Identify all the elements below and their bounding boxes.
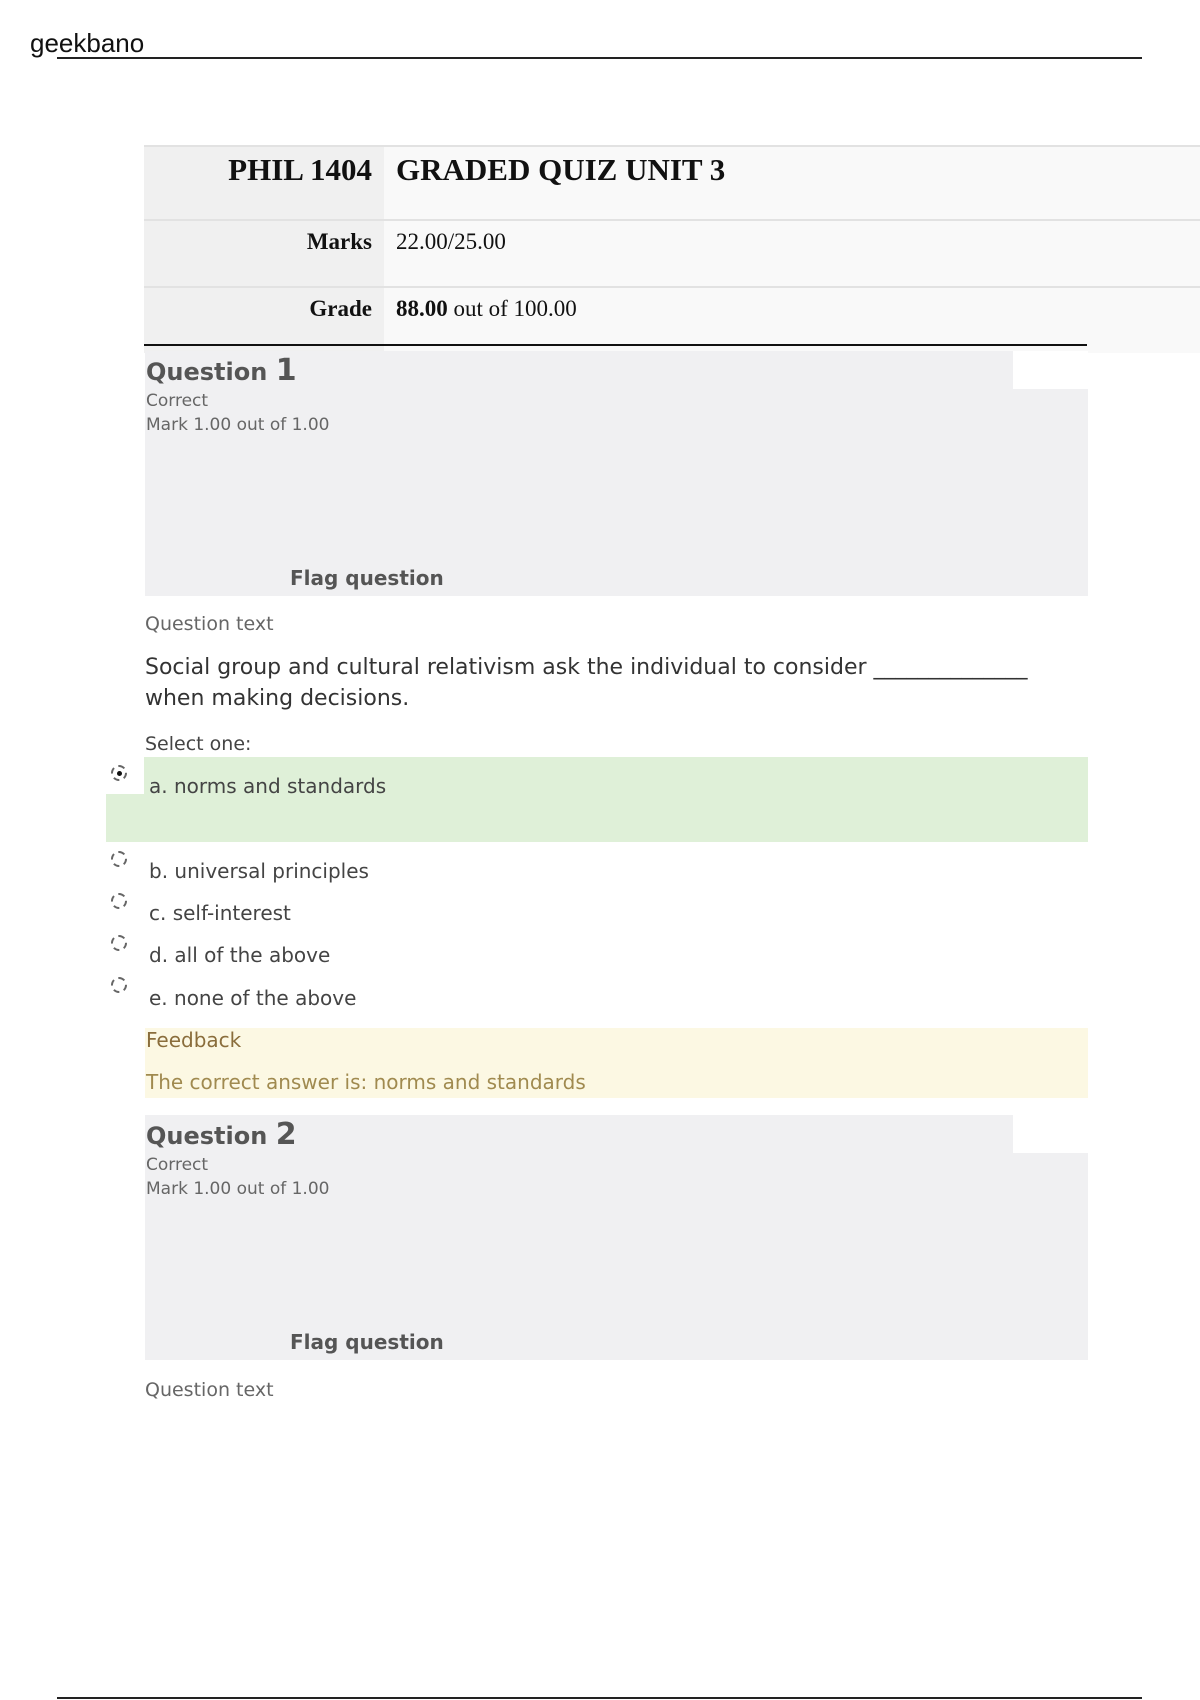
quiz-title: GRADED QUIZ UNIT 3: [384, 147, 1200, 219]
quiz-summary-table: [144, 145, 1200, 353]
flag-question-1-button[interactable]: Flag question: [290, 566, 444, 590]
question-2-heading: Question 2: [146, 1117, 297, 1152]
option-d-label[interactable]: d. all of the above: [149, 943, 331, 967]
summary-divider: [144, 344, 1087, 346]
option-a-radio[interactable]: [111, 765, 127, 781]
summary-title-row: [144, 145, 1200, 219]
option-e-label[interactable]: e. none of the above: [149, 986, 357, 1010]
question-1-info: [145, 351, 1088, 596]
question-1-feedback: [145, 1028, 1088, 1098]
question-2-number: 2: [275, 1117, 297, 1152]
header-divider: [57, 57, 1142, 59]
grade-suffix: out of 100.00: [447, 296, 577, 321]
summary-marks-row: [144, 219, 1200, 286]
grade-value: 88.00: [396, 296, 448, 321]
option-a-label[interactable]: a. norms and standards: [149, 774, 387, 798]
question-1-mark: Mark 1.00 out of 1.00: [146, 415, 330, 435]
footer-divider: [57, 1697, 1142, 1699]
marks-label: Marks: [144, 221, 384, 286]
option-b-radio[interactable]: [111, 851, 127, 867]
question-2-mark: Mark 1.00 out of 1.00: [146, 1179, 330, 1199]
document-header-text: geekbano: [30, 28, 145, 58]
flag-question-2-button[interactable]: Flag question: [290, 1330, 444, 1354]
selected-answer-highlight: [106, 757, 1088, 842]
grade-label: Grade: [144, 288, 384, 353]
question-1-heading: Question 1: [146, 353, 297, 388]
question-2-state: Correct: [146, 1155, 209, 1175]
question-1-state: Correct: [146, 391, 209, 411]
option-c-radio[interactable]: [111, 893, 127, 909]
feedback-label: Feedback: [146, 1028, 242, 1052]
question-1-text: Social group and cultural relativism ask the individual to consider ______________ when making decisions.: [145, 655, 1028, 711]
option-b-label[interactable]: b. universal principles: [149, 859, 369, 883]
option-c-label[interactable]: c. self-interest: [149, 901, 291, 925]
summary-grade-row: [144, 286, 1200, 353]
question-2-text-label: Question text: [145, 1379, 274, 1401]
question-1-number: 1: [275, 353, 297, 388]
marks-value: 22.00/25.00: [384, 221, 1200, 286]
course-code: PHIL 1404: [144, 147, 384, 219]
question-1-text-label: Question text: [145, 613, 274, 635]
select-one-prompt: Select one:: [145, 733, 252, 755]
option-d-radio[interactable]: [111, 935, 127, 951]
option-e-radio[interactable]: [111, 977, 127, 993]
feedback-text: The correct answer is: norms and standards: [146, 1070, 586, 1094]
question-2-info: [145, 1115, 1088, 1360]
